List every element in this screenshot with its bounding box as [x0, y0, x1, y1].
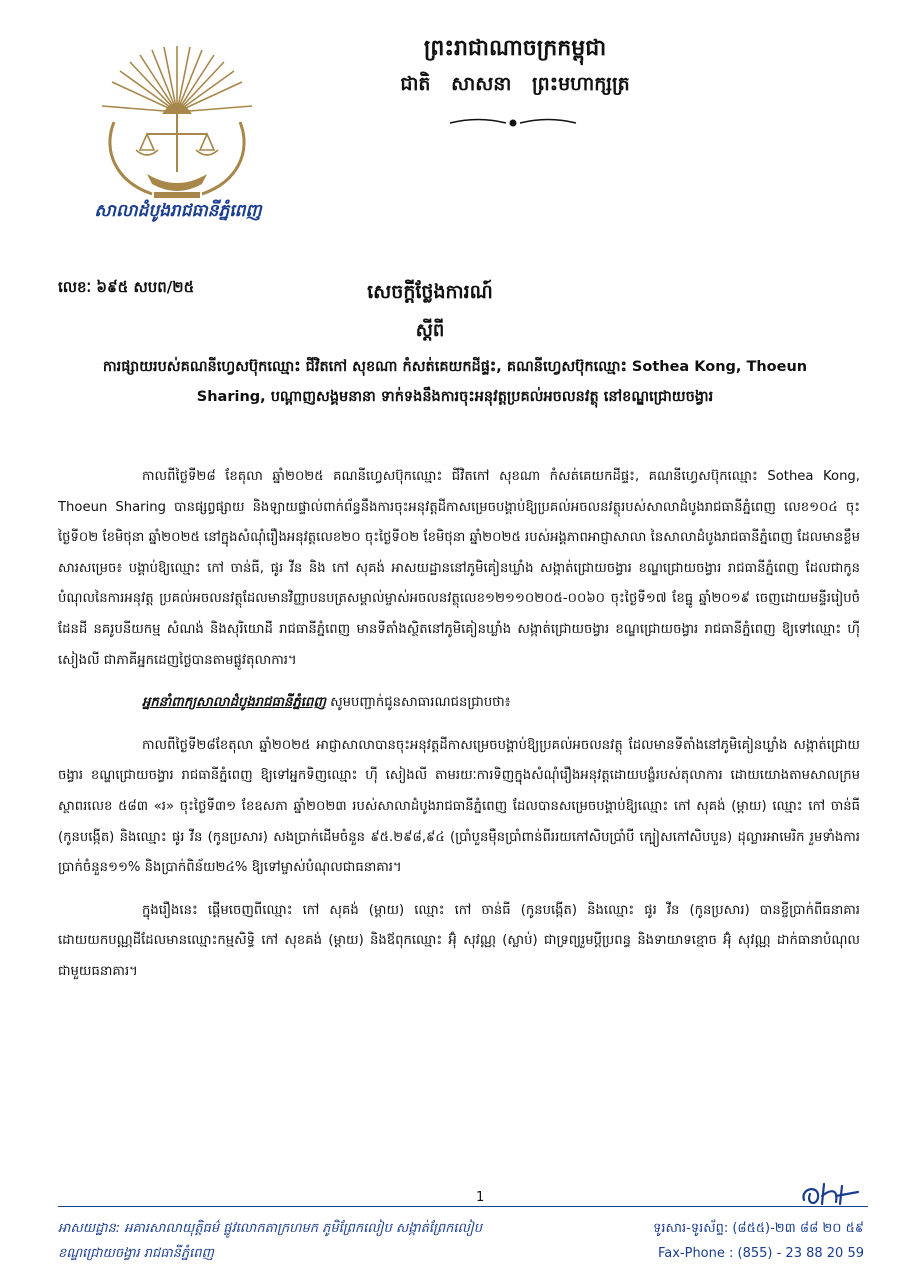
paragraph-2 — [58, 688, 860, 719]
reference-number: លេខៈ ៦៩៥ សបព/២៥ — [58, 278, 195, 296]
spokesperson-label: អ្នកនាំពាក្យសាលាដំបូងរាជធានីភ្នំពេញ — [142, 695, 326, 711]
footer-divider — [58, 1206, 868, 1207]
body-text — [58, 462, 860, 1000]
footer-address — [58, 1216, 578, 1266]
court-emblem — [92, 42, 262, 210]
paragraph-3: កាលពីថ្ងៃទី២៨ខែតុលា ឆ្នាំ២០២៥ អាជ្ញាសាលាបានចុះអនុវត្តដីកាសម្រេចបង្គាប់ឱ្យប្រគល់អចលនវត្ថុ ដែលមានទីតាំងនៅភូមិគៀនឃ្លាំង សង្កាត់ជ្រោយចង្វារ ខណ្ឌជ្រោយចង្វារ រាជធានីភ្នំពេញ ឱ្យទៅអ្នកទិញឈ្មោះ ហ៊ី សៀងលី តាមរយៈការទិញក្នុងសំណុំរឿងអនុវត្តដោយបង្ខំរបស់តុលាការ ដោយយោងតាមសាលក្រមស្ថាពរលេខ ៥៨៣ «រ» ចុះថ្ងៃទី៣១ ខែឧសភា ឆ្នាំ២០២៣ របស់សាលាដំបូងរាជធានីភ្នំពេញ ដែលបានសម្រេចបង្គាប់ឱ្យឈ្មោះ កៅ សុគង់ (ម្ដាយ) ឈ្មោះ កៅ ចាន់ធី (កូនបង្កើត) និងឈ្មោះ ផូរ វីន (កូនប្រសារ) សងប្រាក់ដើមចំនួន ៩៥.២៩៨,៩៤ (ប្រាំបួនម៉ឺនប្រាំពាន់ពីររយកៅសិបប្រាំបី ក្បៀសកៅសិបបួន) ដុល្លារអាមេរិក រួមទាំងការប្រាក់ចំនួន១១% និងប្រាក់ពិន័យ២៤% ឱ្យទៅម្ចាស់បំណុលជាធនាគារ។ — [58, 737, 860, 876]
kingdom-motto: ជាតិ សាសនា ព្រះមហាក្សត្រ — [400, 73, 630, 95]
paragraph-1: កាលពីថ្ងៃទី២៨ ខែតុលា ឆ្នាំ២០២៥ គណនីហ្វេសប៊ុកឈ្មោះ ជីវិតកៅ សុខណា កំសត់គេយកដីផ្ទះ, គណនីហ្វេសប៊ុកឈ្មោះ Sothea Kong, Thoeun Sharing បានផ្សព្វផ្សាយ និងឡាយផ្ទាល់ពាក់ព័ន្ធនឹងការចុះអនុវត្តដីកាសម្រេចបង្គាប់ឱ្យប្រគល់អចលនវត្ថុរបស់សាលាដំបូងរាជធានីភ្នំពេញ លេខ១០៤ ចុះថ្ងៃទី០២ ខែមិថុនា ឆ្នាំ២០២៥ នៅក្នុងសំណុំរឿងអនុវត្តលេខ២០ ចុះថ្ងៃទី០២ ខែមិថុនា ឆ្នាំ២០២៥ របស់អង្គភាពអាជ្ញាសាលា នៃសាលាដំបូងរាជធានីភ្នំពេញ ដែលមានខ្លឹមសារសម្រេច៖ បង្គាប់ឱ្យឈ្មោះ កៅ ចាន់ធី, ផូរ វីន និង កៅ សុគង់ អាសយដ្ឋាននៅភូមិគៀនឃ្លាំង សង្កាត់ជ្រោយចង្វារ ខណ្ឌជ្រោយចង្វារ រាជធានីភ្នំពេញ ដែលជាកូនបំណុលនៃការអនុវត្ត ប្រគល់អចលនវត្ថុដែលមានវិញ្ញាបនបត្រសម្គាល់ម្ចាស់អចលនវត្ថុលេខ១២១១០២០៥-០០៦០ ចុះថ្ងៃទី១៧ ខែធ្នូ ឆ្នាំ២០១៩ ចេញដោយមន្ទីររៀបចំដែនដី នគរូបនីយកម្ម សំណង់ និងសុរិយោដី រាជធានីភ្នំពេញ មានទីតាំងស្ថិតនៅភូមិគៀនឃ្លាំង សង្កាត់ជ្រោយចង្វារ ខណ្ឌជ្រោយចង្វារ រាជធានីភ្នំពេញ ឱ្យទៅឈ្មោះ ហ៊ី សៀងលី ជាភាគីអ្នកដេញថ្លៃបានតាមផ្លូវតុលាការ។ — [58, 469, 860, 668]
kingdom-heading — [360, 34, 670, 100]
paragraph-2-text: សូមបញ្ជាក់ជូនសាធារណជនជ្រាបថា៖ — [330, 695, 511, 711]
title-statement: សេចក្ដីថ្លែងការណ៍ — [367, 281, 493, 303]
page-number: 1 — [476, 1190, 485, 1205]
court-name: សាលាដំបូងរាជធានីភ្នំពេញ — [94, 201, 262, 221]
address-line-2: ខណ្ឌជ្រោយចង្វារ រាជធានីភ្នំពេញ — [58, 1246, 214, 1261]
phone-khmer: ទូរសារ-ទូរស័ព្ទ: (៨៥៥)-២៣ ៨៨ ២០ ៥៩ — [653, 1221, 864, 1236]
paragraph-4: ក្នុងរឿងនេះ ផ្ដើមចេញពីឈ្មោះ កៅ សុគង់ (ម្ដាយ) ឈ្មោះ កៅ ចាន់ធី (កូនបង្កើត) និងឈ្មោះ ផូរ វីន (កូនប្រសារ) បានខ្ចីប្រាក់ពីធនាគារ ដោយយកបណ្ណដីដែលមានឈ្មោះកម្មសិទ្ធិ កៅ សុខគង់ (ម្ដាយ) និងឪពុកឈ្មោះ អ៊ុំ សុវណ្ណ (ស្លាប់) ជាទ្រព្យរួមប្ដីប្រពន្ធ និងទាយាទខ្មោច អ៊ុំ សុវណ្ណ ដាក់ធានាបំណុលជាមួយធនាគារ។ — [58, 902, 860, 979]
kingdom-title: ព្រះរាជាណាចក្រកម្ពុជា — [423, 36, 607, 61]
ornament-divider — [448, 116, 578, 130]
fax-phone: Fax-Phone : (855) - 23 88 20 59 — [657, 1246, 864, 1261]
title-regarding: ស្ដីពី — [415, 320, 445, 341]
document-title — [300, 280, 560, 345]
address-line-1: អាសយដ្ឋាន: អគារសាលាយុត្តិធម៌ ផ្លូវលោកតាក្រហមក ភូមិព្រែកលៀប សង្កាត់ព្រែកលៀប — [58, 1221, 482, 1236]
footer-contact — [624, 1216, 864, 1266]
subject-heading: ការផ្សាយរបស់គណនីហ្វេសប៊ុកឈ្មោះ ជីវិតកៅ សុខណា កំសត់គេយកដីផ្ទះ, គណនីហ្វេសប៊ុកឈ្មោះ Sothea Kong, Thoeun Sharing, បណ្ដាញសង្គមនានា ទាក់ទងនឹងការចុះអនុវត្តប្រគល់អចលនវត្ថុ នៅខណ្ឌជ្រោយចង្វារ — [102, 359, 808, 405]
